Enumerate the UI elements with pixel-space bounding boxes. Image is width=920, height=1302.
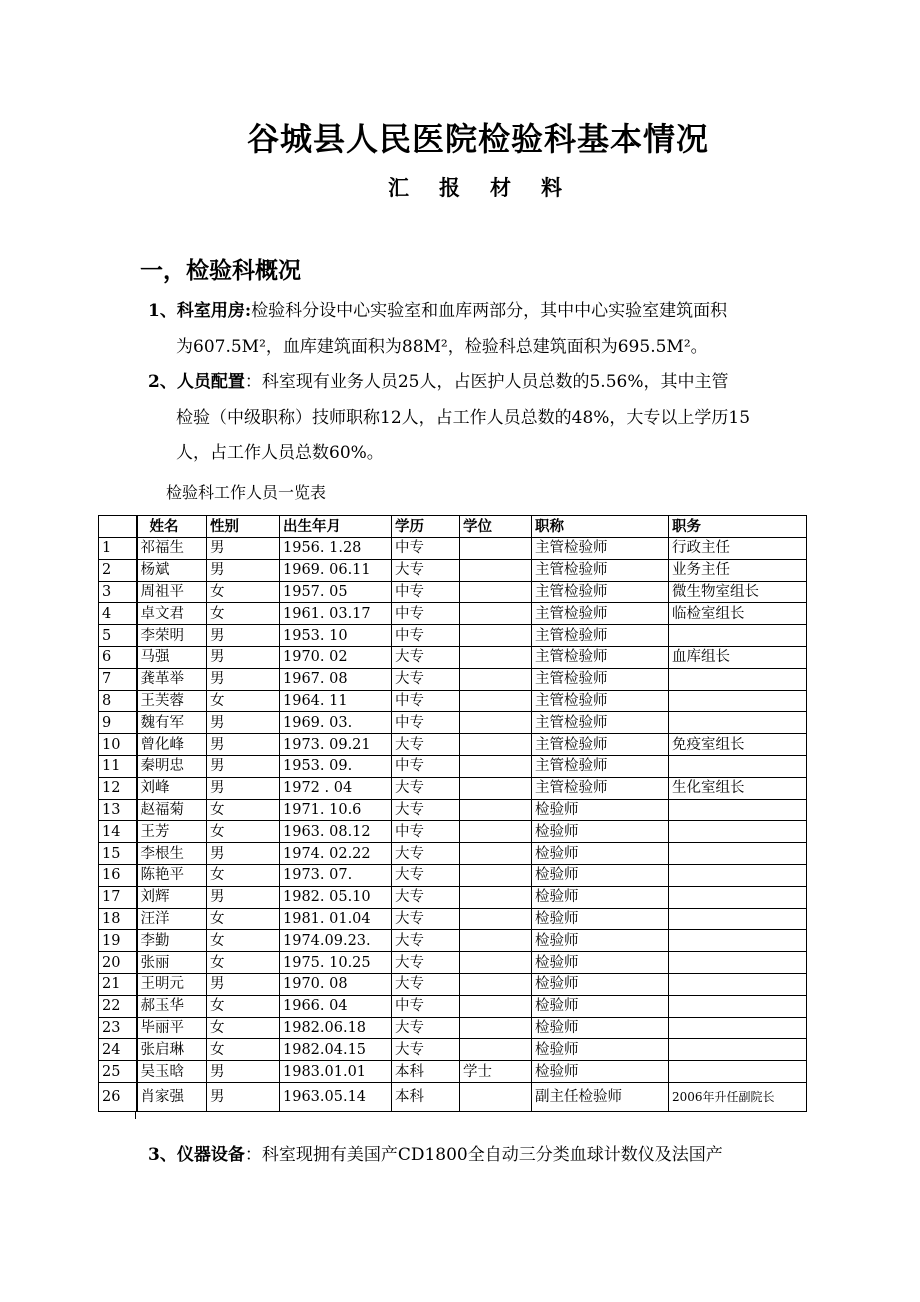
table-cell: 中专 <box>392 581 460 603</box>
table-cell: 20 <box>99 952 137 974</box>
paragraph-room <box>148 294 808 365</box>
table-row <box>99 1082 807 1111</box>
table-cell <box>669 625 807 647</box>
table-cell: 女 <box>207 821 280 843</box>
table-cell: 女 <box>207 995 280 1017</box>
table-cell: 大专 <box>392 930 460 952</box>
table-cell: 中专 <box>392 821 460 843</box>
table-cell: 大专 <box>392 1017 460 1039</box>
table-cell: 杨斌 <box>137 559 207 581</box>
staff-table <box>98 515 807 1112</box>
table-cell: 23 <box>99 1017 137 1039</box>
table-cell <box>669 1039 807 1061</box>
table-cell: 检验师 <box>532 1039 669 1061</box>
table-cell: 王芳 <box>137 821 207 843</box>
table-cell <box>460 821 532 843</box>
table-row <box>99 886 807 908</box>
table-cell: 24 <box>99 1039 137 1061</box>
table-row <box>99 799 807 821</box>
table-cell: 男 <box>207 886 280 908</box>
table-cell <box>460 886 532 908</box>
paragraph-text: ：科室现拥有美国产CD1800全自动三分类血球计数仪及法国产 <box>244 1145 723 1165</box>
table-cell: 中专 <box>392 712 460 734</box>
table-cell: 1975. 10.25 <box>280 952 392 974</box>
table-cell: 1969. 03. <box>280 712 392 734</box>
table-cell: 检验师 <box>532 821 669 843</box>
table-cell: 血库组长 <box>669 646 807 668</box>
table-row <box>99 734 807 756</box>
table-cell: 主管检验师 <box>532 734 669 756</box>
table-cell: 男 <box>207 625 280 647</box>
table-cell: 大专 <box>392 908 460 930</box>
table-cell: 曾化峰 <box>137 734 207 756</box>
table-row <box>99 995 807 1017</box>
table-cell <box>669 995 807 1017</box>
table-cell: 女 <box>207 864 280 886</box>
table-cell <box>460 973 532 995</box>
table-cell <box>460 755 532 777</box>
table-cell: 男 <box>207 843 280 865</box>
table-cell: 主管检验师 <box>532 690 669 712</box>
table-cell: 男 <box>207 1082 280 1111</box>
table-cell: 5 <box>99 625 137 647</box>
table-cell: 检验师 <box>532 995 669 1017</box>
table-cell: 刘峰 <box>137 777 207 799</box>
table-cell: 大专 <box>392 646 460 668</box>
table-cell <box>460 734 532 756</box>
table-cell: 1973. 09.21 <box>280 734 392 756</box>
table-cell: 主管检验师 <box>532 603 669 625</box>
table-cell: 李荣明 <box>137 625 207 647</box>
table-cell: 男 <box>207 646 280 668</box>
table-row <box>99 952 807 974</box>
table-cell: 主管检验师 <box>532 777 669 799</box>
table-cell <box>669 755 807 777</box>
table-cell: 16 <box>99 864 137 886</box>
table-cell: 大专 <box>392 799 460 821</box>
table-cell <box>460 712 532 734</box>
table-cell: 龚革举 <box>137 668 207 690</box>
table-row <box>99 843 807 865</box>
table-cell <box>669 799 807 821</box>
paragraph-text: 人，占工作人员总数60%。 <box>176 443 384 463</box>
table-cell <box>460 843 532 865</box>
table-cell <box>669 973 807 995</box>
table-cell: 检验师 <box>532 1017 669 1039</box>
table-cell <box>669 952 807 974</box>
table-cell: 李勤 <box>137 930 207 952</box>
table-cell: 男 <box>207 712 280 734</box>
table-cell: 中专 <box>392 625 460 647</box>
table-cell <box>669 930 807 952</box>
table-cell: 中专 <box>392 603 460 625</box>
paragraph-text: 为607.5M²，血库建筑面积为88M²，检验科总建筑面积为695.5M²。 <box>176 336 708 357</box>
table-cell <box>460 646 532 668</box>
table-cell: 大专 <box>392 843 460 865</box>
table-cell: 13 <box>99 799 137 821</box>
table-cell: 检验师 <box>532 930 669 952</box>
table-cell: 7 <box>99 668 137 690</box>
table-cell: 19 <box>99 930 137 952</box>
table-cell: 生化室组长 <box>669 777 807 799</box>
table-cell: 1956. 1.28 <box>280 538 392 560</box>
table-cell <box>460 799 532 821</box>
table-cell: 25 <box>99 1061 137 1083</box>
table-cell: 张丽 <box>137 952 207 974</box>
table-cell: 1981. 01.04 <box>280 908 392 930</box>
table-cell <box>460 864 532 886</box>
table-cell: 1957. 05 <box>280 581 392 603</box>
table-cell: 检验师 <box>532 843 669 865</box>
table-cell: 1972 . 04 <box>280 777 392 799</box>
table-header-cell <box>99 516 137 538</box>
table-cell: 秦明忠 <box>137 755 207 777</box>
divider <box>135 1111 136 1119</box>
table-cell: 3 <box>99 581 137 603</box>
table-cell: 男 <box>207 538 280 560</box>
table-cell <box>669 864 807 886</box>
table-cell: 大专 <box>392 973 460 995</box>
table-cell: 1963.05.14 <box>280 1082 392 1111</box>
table-cell: 免疫室组长 <box>669 734 807 756</box>
table-header-row <box>99 516 807 538</box>
table-cell: 检验师 <box>532 799 669 821</box>
table-cell: 1970. 02 <box>280 646 392 668</box>
table-cell <box>460 1017 532 1039</box>
table-cell <box>460 559 532 581</box>
table-cell <box>460 625 532 647</box>
table-cell: 1 <box>99 538 137 560</box>
table-cell: 男 <box>207 734 280 756</box>
paragraph-label: 2、人员配置 <box>148 372 245 392</box>
table-cell: 8 <box>99 690 137 712</box>
table-cell: 本科 <box>392 1061 460 1083</box>
table-cell <box>460 995 532 1017</box>
table-row <box>99 603 807 625</box>
table-cell: 中专 <box>392 690 460 712</box>
table-cell <box>669 690 807 712</box>
table-cell <box>460 777 532 799</box>
table-cell: 1973. 07. <box>280 864 392 886</box>
table-cell: 9 <box>99 712 137 734</box>
table-cell: 祁福生 <box>137 538 207 560</box>
document-subtitle: 汇报材料 <box>388 175 592 200</box>
table-cell: 检验师 <box>532 886 669 908</box>
table-cell <box>460 690 532 712</box>
table-cell: 卓文君 <box>137 603 207 625</box>
table-cell: 李根生 <box>137 843 207 865</box>
table-cell: 大专 <box>392 952 460 974</box>
table-cell: 刘辉 <box>137 886 207 908</box>
table-cell: 女 <box>207 908 280 930</box>
paragraph-text: 检验（中级职称）技师职称12人，占工作人员总数的48%，大专以上学历15 <box>176 407 751 428</box>
table-cell: 微生物室组长 <box>669 581 807 603</box>
table-row <box>99 755 807 777</box>
table-cell: 中专 <box>392 538 460 560</box>
table-cell <box>460 952 532 974</box>
table-cell: 男 <box>207 755 280 777</box>
table-cell: 主管检验师 <box>532 668 669 690</box>
table-cell: 1966. 04 <box>280 995 392 1017</box>
document-title: 谷城县人民医院检验科基本情况 <box>246 120 709 158</box>
table-cell: 学士 <box>460 1061 532 1083</box>
table-cell: 马强 <box>137 646 207 668</box>
table-cell: 检验师 <box>532 864 669 886</box>
paragraph-text: ：科室现有业务人员25人，占医护人员总数的5.56%，其中主管 <box>244 372 729 392</box>
table-row <box>99 581 807 603</box>
table-row <box>99 625 807 647</box>
table-header-cell: 职称 <box>532 516 669 538</box>
table-row <box>99 777 807 799</box>
table-cell: 1969. 06.11 <box>280 559 392 581</box>
table-cell: 主管检验师 <box>532 581 669 603</box>
table-cell: 1953. 09. <box>280 755 392 777</box>
table-cell: 22 <box>99 995 137 1017</box>
table-cell: 女 <box>207 799 280 821</box>
table-cell: 女 <box>207 603 280 625</box>
table-cell: 主管检验师 <box>532 646 669 668</box>
table-row <box>99 712 807 734</box>
table-cell: 吴玉晗 <box>137 1061 207 1083</box>
table-header-cell: 姓名 <box>137 516 207 538</box>
table-cell: 1967. 08 <box>280 668 392 690</box>
table-cell: 2 <box>99 559 137 581</box>
table-row <box>99 559 807 581</box>
table-cell: 15 <box>99 843 137 865</box>
table-cell: 1983.01.01 <box>280 1061 392 1083</box>
table-cell: 魏有军 <box>137 712 207 734</box>
table-row <box>99 1017 807 1039</box>
table-cell: 郝玉华 <box>137 995 207 1017</box>
table-cell <box>460 581 532 603</box>
table-row <box>99 1039 807 1061</box>
table-row <box>99 1061 807 1083</box>
table-row <box>99 668 807 690</box>
table-cell: 大专 <box>392 1039 460 1061</box>
table-cell <box>460 668 532 690</box>
table-cell <box>669 668 807 690</box>
table-header-cell: 学位 <box>460 516 532 538</box>
table-cell: 男 <box>207 559 280 581</box>
table-cell: 1964. 11 <box>280 690 392 712</box>
table-cell: 女 <box>207 1017 280 1039</box>
table-cell: 大专 <box>392 734 460 756</box>
table-cell: 陈艳平 <box>137 864 207 886</box>
table-cell: 10 <box>99 734 137 756</box>
table-row <box>99 538 807 560</box>
table-cell: 男 <box>207 668 280 690</box>
table-cell: 1953. 10 <box>280 625 392 647</box>
table-cell: 检验师 <box>532 908 669 930</box>
table-cell: 副主任检验师 <box>532 1082 669 1111</box>
table-cell: 1982.06.18 <box>280 1017 392 1039</box>
table-cell: 大专 <box>392 864 460 886</box>
table-row <box>99 864 807 886</box>
table-cell <box>669 821 807 843</box>
table-cell <box>460 930 532 952</box>
table-cell: 1971. 10.6 <box>280 799 392 821</box>
table-cell: 男 <box>207 973 280 995</box>
table-cell: 1982. 05.10 <box>280 886 392 908</box>
table-cell: 女 <box>207 581 280 603</box>
table-caption: 检验科工作人员一览表 <box>166 483 327 502</box>
table-cell: 1974. 02.22 <box>280 843 392 865</box>
table-cell: 男 <box>207 777 280 799</box>
table-cell <box>460 908 532 930</box>
table-cell: 1970. 08 <box>280 973 392 995</box>
table-cell: 男 <box>207 1061 280 1083</box>
table-cell: 2006年升任副院长 <box>669 1082 807 1111</box>
table-cell: 主管检验师 <box>532 559 669 581</box>
table-header-cell: 性别 <box>207 516 280 538</box>
table-cell: 王明元 <box>137 973 207 995</box>
paragraph-label: 1、科室用房: <box>148 301 252 321</box>
table-header-cell: 出生年月 <box>280 516 392 538</box>
table-cell <box>460 1082 532 1111</box>
section-heading: 一，检验科概况 <box>140 257 301 284</box>
table-cell: 21 <box>99 973 137 995</box>
table-row <box>99 821 807 843</box>
table-cell: 18 <box>99 908 137 930</box>
table-cell <box>460 603 532 625</box>
table-cell <box>460 538 532 560</box>
table-cell: 1974.09.23. <box>280 930 392 952</box>
table-cell: 临检室组长 <box>669 603 807 625</box>
table-cell: 检验师 <box>532 1061 669 1083</box>
table-row <box>99 930 807 952</box>
table-cell: 17 <box>99 886 137 908</box>
table-cell: 中专 <box>392 995 460 1017</box>
paragraph-text: 检验科分设中心实验室和血库两部分，其中中心实验室建筑面积 <box>251 301 728 321</box>
table-row <box>99 690 807 712</box>
table-cell: 1963. 08.12 <box>280 821 392 843</box>
table-row <box>99 908 807 930</box>
table-cell: 4 <box>99 603 137 625</box>
table-cell: 主管检验师 <box>532 712 669 734</box>
table-cell: 检验师 <box>532 973 669 995</box>
table-cell: 检验师 <box>532 952 669 974</box>
table-cell: 张启琳 <box>137 1039 207 1061</box>
table-cell: 大专 <box>392 668 460 690</box>
table-cell: 本科 <box>392 1082 460 1111</box>
table-cell: 王芙蓉 <box>137 690 207 712</box>
table-cell: 26 <box>99 1082 137 1111</box>
table-cell: 11 <box>99 755 137 777</box>
table-cell <box>669 886 807 908</box>
table-cell: 周祖平 <box>137 581 207 603</box>
table-cell: 1982.04.15 <box>280 1039 392 1061</box>
table-cell: 业务主任 <box>669 559 807 581</box>
table-cell: 赵福菊 <box>137 799 207 821</box>
table-cell <box>669 712 807 734</box>
table-cell: 14 <box>99 821 137 843</box>
table-cell <box>669 908 807 930</box>
table-cell: 主管检验师 <box>532 625 669 647</box>
table-cell: 女 <box>207 930 280 952</box>
table-cell <box>669 1061 807 1083</box>
table-cell: 肖家强 <box>137 1082 207 1111</box>
table-row <box>99 646 807 668</box>
table-cell: 女 <box>207 690 280 712</box>
table-cell: 大专 <box>392 886 460 908</box>
table-cell: 12 <box>99 777 137 799</box>
table-cell <box>669 1017 807 1039</box>
table-row <box>99 973 807 995</box>
table-cell: 女 <box>207 1039 280 1061</box>
table-cell: 1961. 03.17 <box>280 603 392 625</box>
table-cell: 中专 <box>392 755 460 777</box>
table-cell: 6 <box>99 646 137 668</box>
table-cell <box>460 1039 532 1061</box>
paragraph-label: 3、仪器设备 <box>148 1145 245 1165</box>
paragraph-equipment <box>148 1140 723 1165</box>
table-header-cell: 学历 <box>392 516 460 538</box>
table-cell: 毕丽平 <box>137 1017 207 1039</box>
table-cell: 大专 <box>392 777 460 799</box>
table-cell <box>669 843 807 865</box>
table-cell: 大专 <box>392 559 460 581</box>
table-header-cell: 职务 <box>669 516 807 538</box>
table-cell: 主管检验师 <box>532 538 669 560</box>
table-cell: 主管检验师 <box>532 755 669 777</box>
table-cell: 女 <box>207 952 280 974</box>
table-cell: 行政主任 <box>669 538 807 560</box>
paragraph-staff <box>148 365 808 472</box>
table-cell: 汪洋 <box>137 908 207 930</box>
